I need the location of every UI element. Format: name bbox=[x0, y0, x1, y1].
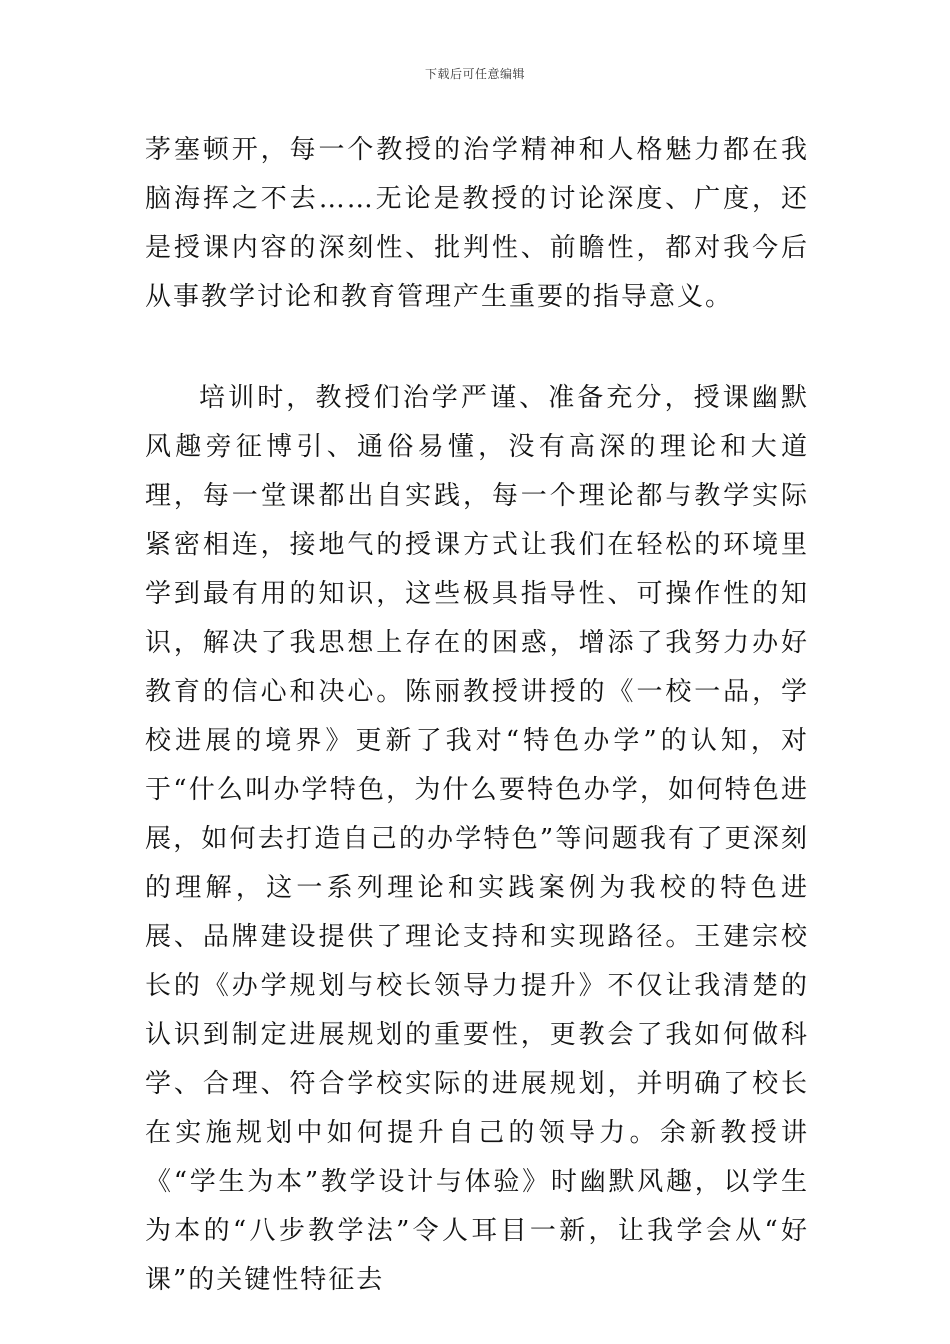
paragraph-continuation: 茅塞顿开，每一个教授的治学精神和人格魅力都在我脑海挥之不去……无论是教授的讨论深度、广度，还是授课内容的深刻性、批判性、前瞻性，都对我今后从事教学讨论和教育管理产生重要的指导意义。 bbox=[145, 135, 809, 312]
page-header-note: 下载后可任意编辑 bbox=[424, 67, 525, 81]
paragraph-training: 培训时，教授们治学严谨、准备充分，授课幽默风趣旁征博引、通俗易懂，没有高深的理论和大道理，每一堂课都出自实践，每一个理论都与教学实际紧密相连，接地气的授课方式让我们在轻松的环境里学到最有用的知识，这些极具指导性、可操作性的知识，解决了我思想上存在的困惑，增添了我努力办好教育的信心和决心。陈丽教授讲授的《一校一品，学校进展的境界》更新了我对“特色办学”的认知，对于“什么叫办学特色，为什么要特色办学，如何特色进展，如何去打造自己的办学特色”等问题我有了更深刻的理解，这一系列理论和实践案例为我校的特色进展、品牌建设提供了理论支持和实现路径。王建宗校长的《办学规划与校长领导力提升》不仅让我清楚的认识到制定进展规划的重要性，更教会了我如何做科学、合理、符合学校实际的进展规划，并明确了校长在实施规划中如何提升自己的领导力。余新教授讲《“学生为本”教学设计与体验》时幽默风趣，以学生为本的“八步教学法”令人耳目一新，让我学会从“好课”的关键性特征去 bbox=[145, 383, 809, 1295]
document-body bbox=[145, 126, 809, 1305]
